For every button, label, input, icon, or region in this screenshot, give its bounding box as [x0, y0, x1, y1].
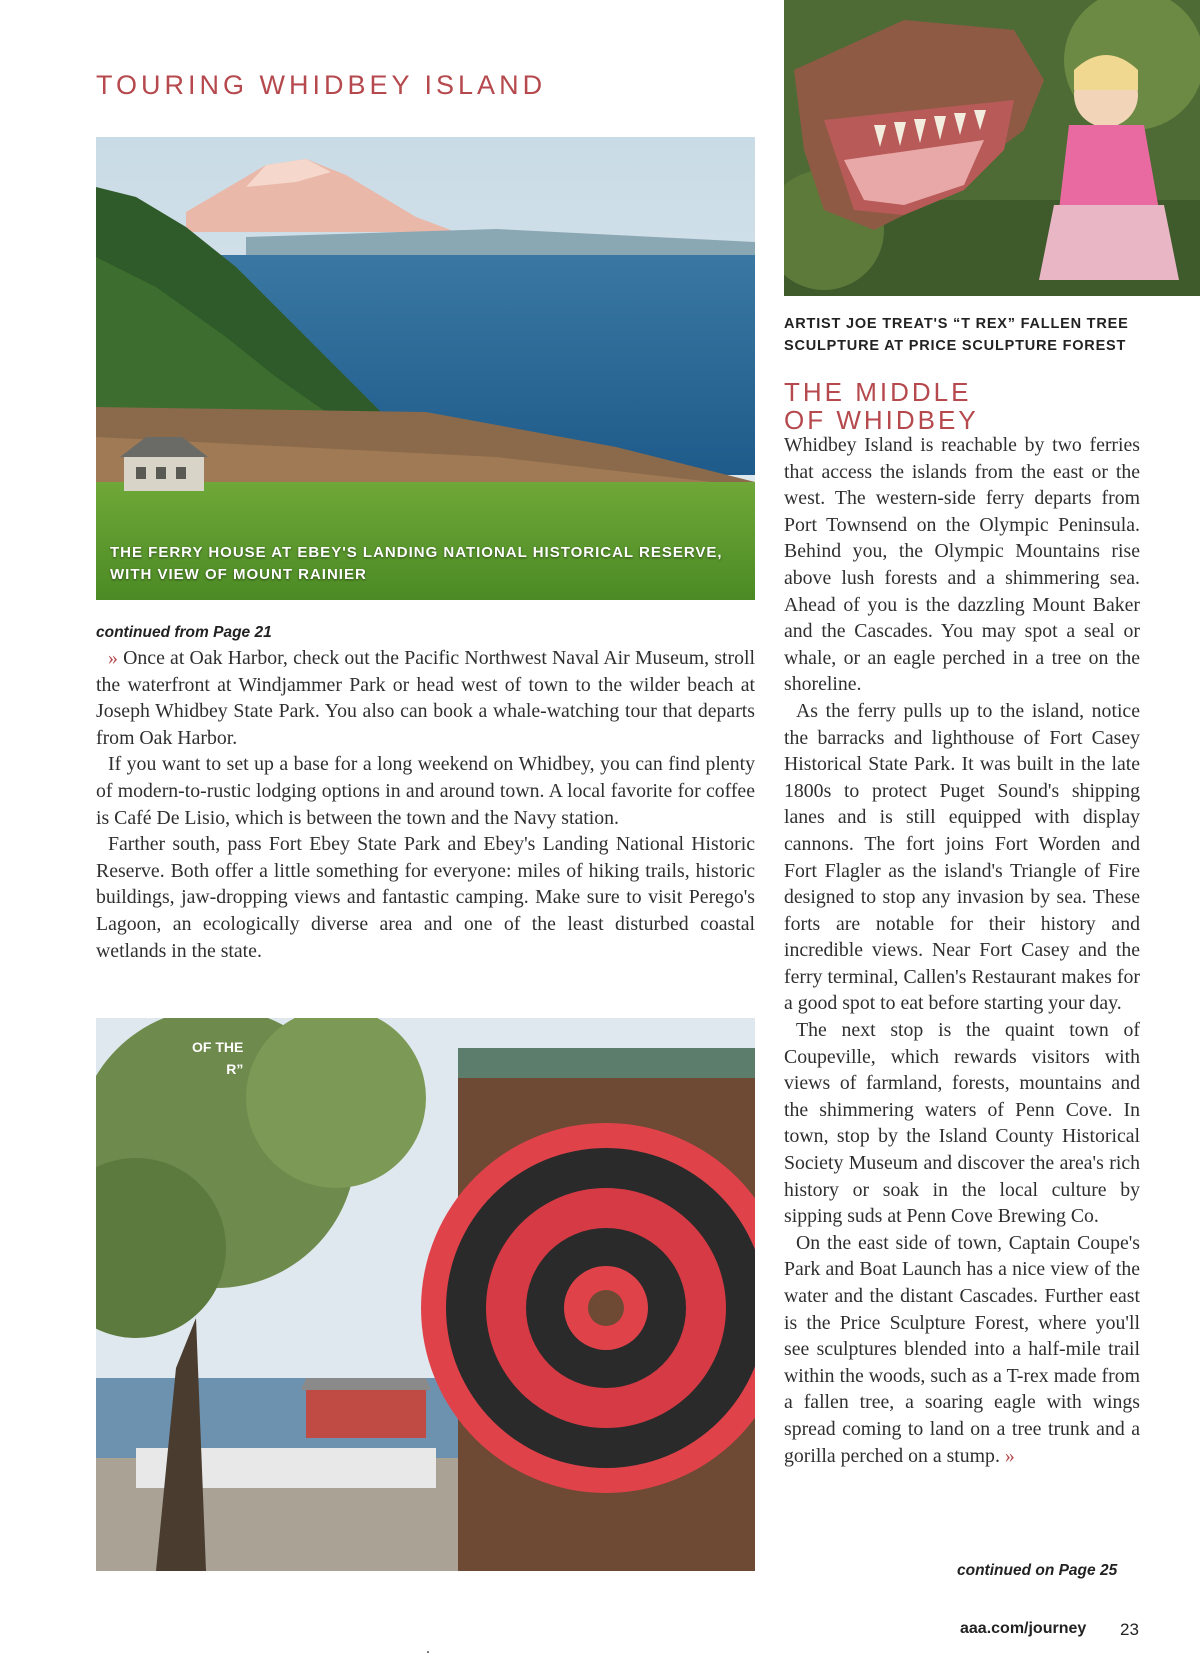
section-title: TOURING WHIDBEY ISLAND: [96, 70, 547, 100]
trex-sculpture-photo: [784, 0, 1200, 296]
carving-photo: [96, 1018, 755, 1571]
trex-caption-line1: ARTIST JOE TREAT'S “T REX” FALLEN TREE: [784, 316, 1129, 332]
left-paragraph-2: If you want to set up a base for a long weekend on Whidbey, you can find plenty of modern-to-rustic lodging options in and around town. A local favorite for coffee is Café De Lisio, which is between the town and the Navy station.: [96, 753, 755, 829]
heading-line1: THE MIDDLE: [784, 377, 972, 407]
carving-overlay-line2: R”: [226, 1061, 244, 1077]
raquo-end-icon: »: [1004, 1444, 1015, 1467]
right-paragraph-4: [784, 1230, 1140, 1469]
left-paragraph-1-text: Once at Oak Harbor, check out the Pacific Northwest Naval Air Museum, stroll the waterfront at Windjammer Park or head west of town to the wilder beach at Joseph Whidbey State Park. You also can book a whale-watching tour that departs from Oak Harbor.: [96, 647, 755, 749]
ferry-house-photo: [96, 137, 755, 600]
ferry-house-caption-line1: THE FERRY HOUSE AT EBEY'S LANDING NATIONAL HISTORICAL RESERVE,: [110, 544, 723, 561]
right-paragraph-3: The next stop is the quaint town of Coupeville, which rewards visitors with views of farmland, forests, mountains and the shimmering waters of Penn Cove. In town, stop by the Island County Historical Society Museum and discover the area's rich history or soak in the local culture by sipping suds at Penn Cove Brewing Co.: [784, 1019, 1140, 1228]
left-paragraph-1: [96, 645, 755, 751]
trex-caption-line2: SCULPTURE AT PRICE SCULPTURE FOREST: [784, 338, 1127, 354]
right-paragraph-1: Whidbey Island is reachable by two ferries that access the islands from the east or the west. The western-side ferry departs from Port Townsend on the Olympic Peninsula. Behind you, the Olympic Mountains rise above lush forests and a shimmering sea. Ahead of you is the dazzling Mount Baker and the Cascades. You may spot a seal or whale, or an eagle perched in a tree on the shoreline.: [784, 434, 1140, 696]
trex-caption: [784, 313, 1184, 357]
middle-of-whidbey-heading: [784, 378, 979, 434]
trex-sculpture-illustration: [784, 0, 1200, 296]
right-paragraph-2: As the ferry pulls up to the island, notice the barracks and lighthouse of Fort Casey Historical State Park. It was built in the late 1800s to protect Puget Sound's shipping lanes and is still equipped with display cannons. The fort joins Fort Worden and Fort Flagler as the island's Triangle of Fire designed to stop any invasion by sea. These forts are notable for their history and incredible views. Near Fort Casey and the ferry terminal, Callen's Restaurant makes for a good spot to eat before starting your day.: [784, 699, 1140, 1015]
raquo-icon: »: [108, 647, 118, 669]
page-number: 23: [1120, 1620, 1139, 1639]
footer-url: aaa.com/journey: [960, 1620, 1087, 1637]
heading-line2: OF WHIDBEY: [784, 405, 979, 435]
ferry-house-caption-line2: WITH VIEW OF MOUNT RAINIER: [110, 566, 367, 583]
carving-overlay-line1: OF THE: [192, 1039, 244, 1055]
carving-illustration: [96, 1018, 755, 1571]
footer-dot: .: [426, 1640, 430, 1657]
ferry-house-illustration: [96, 137, 755, 600]
right-paragraph-4-text: On the east side of town, Captain Coupe's Park and Boat Launch has a nice view of the water and the distant Cascades. Further east is the Price Sculpture Forest, where you'll see sculptures blended into a half-mile trail within the woods, such as a T-rex made from a fallen tree, a soaring eagle with wings spread coming to land on a tree trunk and a gorilla perched on a stump.: [784, 1231, 1140, 1467]
left-column-body: [96, 645, 755, 964]
carving-overlay-text: [192, 1036, 243, 1080]
left-paragraph-3: Farther south, pass Fort Ebey State Park and Ebey's Landing National Historic Reserve. Both offer a little something for everyone: miles of hiking trails, historic buildings, jaw-dropping views and fantastic camping. Make sure to visit Perego's Lagoon, an ecologically diverse area and one of the least disturbed coastal wetlands in the state.: [96, 833, 755, 962]
ferry-house-caption: [110, 542, 741, 586]
right-column-body: [784, 432, 1140, 1469]
continued-on-label: continued on Page 25: [957, 1562, 1118, 1579]
continued-from-label: continued from Page 21: [96, 624, 272, 641]
